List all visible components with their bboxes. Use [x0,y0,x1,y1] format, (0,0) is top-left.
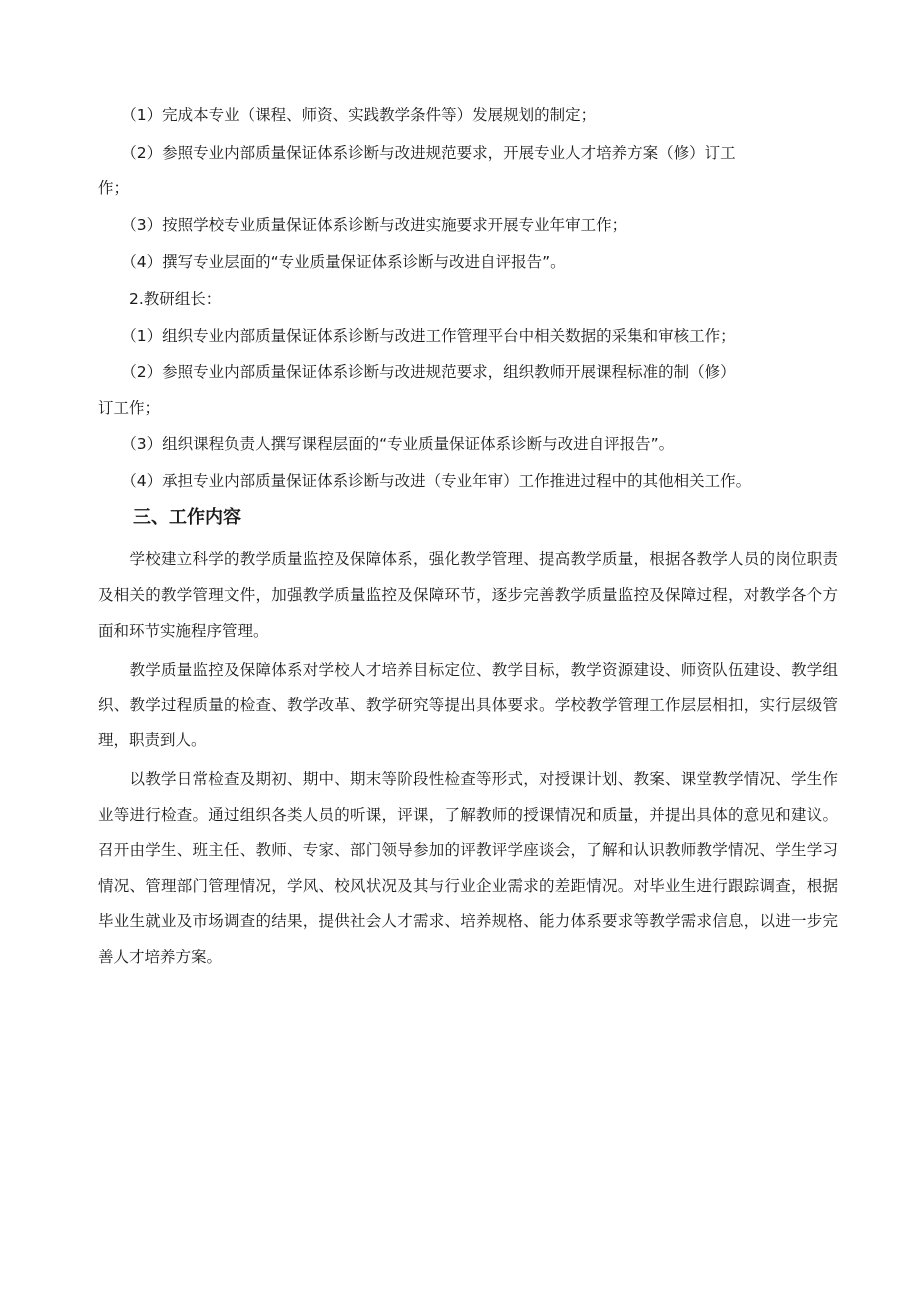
leader-item-2-continued: 订工作； [98,399,161,417]
paragraph-system-requirements: 教学质量监控及保障体系对学校人才培养目标定位、教学目标，教学资源建设、师资队伍建设、教学组织、教学过程质量的检查、教学改革、教学研究等提出具体要求。学校教学管理工作层层相扣，实行层级管理，职责到人。 [98,661,838,749]
responsibility-item-2-continued: 作； [98,179,130,197]
leader-item-4: （4）承担专业内部质量保证体系诊断与改进（专业年审）工作推进过程中的其他相关工作。 [98,472,752,490]
responsibility-item-4: （4）撰写专业层面的“专业质量保证体系诊断与改进自评报告”。 [98,253,566,271]
leader-item-3: （3）组织课程负责人撰写课程层面的“专业质量保证体系诊断与改进自评报告”。 [98,435,675,453]
responsibility-item-2: （2）参照专业内部质量保证体系诊断与改进规范要求，开展专业人才培养方案（修）订工 [98,144,736,162]
leader-item-2: （2）参照专业内部质量保证体系诊断与改进规范要求，组织教师开展课程标准的制（修） [98,363,736,381]
paragraph-inspection-methods: 以教学日常检查及期初、期中、期末等阶段性检查等形式，对授课计划、教案、课堂教学情况、学生作业等进行检查。通过组织各类人员的听课，评课，了解教师的授课情况和质量，并提出具体的意见和建议。召开由学生、班主任、教师、专家、部门领导参加的评教评学座谈会，了解和认识教师教学情况、学生学习情况、管理部门管理情况，学风、校风状况及其与行业企业需求的差距情况。对毕业生进行跟踪调查，根据毕业生就业及市场调查的结果，提供社会人才需求、培养规格、能力体系要求等教学需求信息，以进一步完善人才培养方案。 [98,770,838,966]
role-heading-teaching-group-leader: 2.教研组长： [98,290,222,308]
responsibility-item-1: （1）完成本专业（课程、师资、实践教学条件等）发展规划的制定； [98,106,597,124]
paragraph-quality-system: 学校建立科学的教学质量监控及保障体系，强化教学管理、提高教学质量，根据各教学人员的岗位职责及相关的教学管理文件，加强教学质量监控及保障环节，逐步完善教学质量监控及保障过程，对教学各个方面和环节实施程序管理。 [98,550,838,640]
responsibility-item-3: （3）按照学校专业质量保证体系诊断与改进实施要求开展专业年审工作； [98,216,628,234]
leader-item-1: （1）组织专业内部质量保证体系诊断与改进工作管理平台中相关数据的采集和审核工作； [98,327,736,345]
section-heading-work-content: 三、工作内容 [133,507,241,528]
